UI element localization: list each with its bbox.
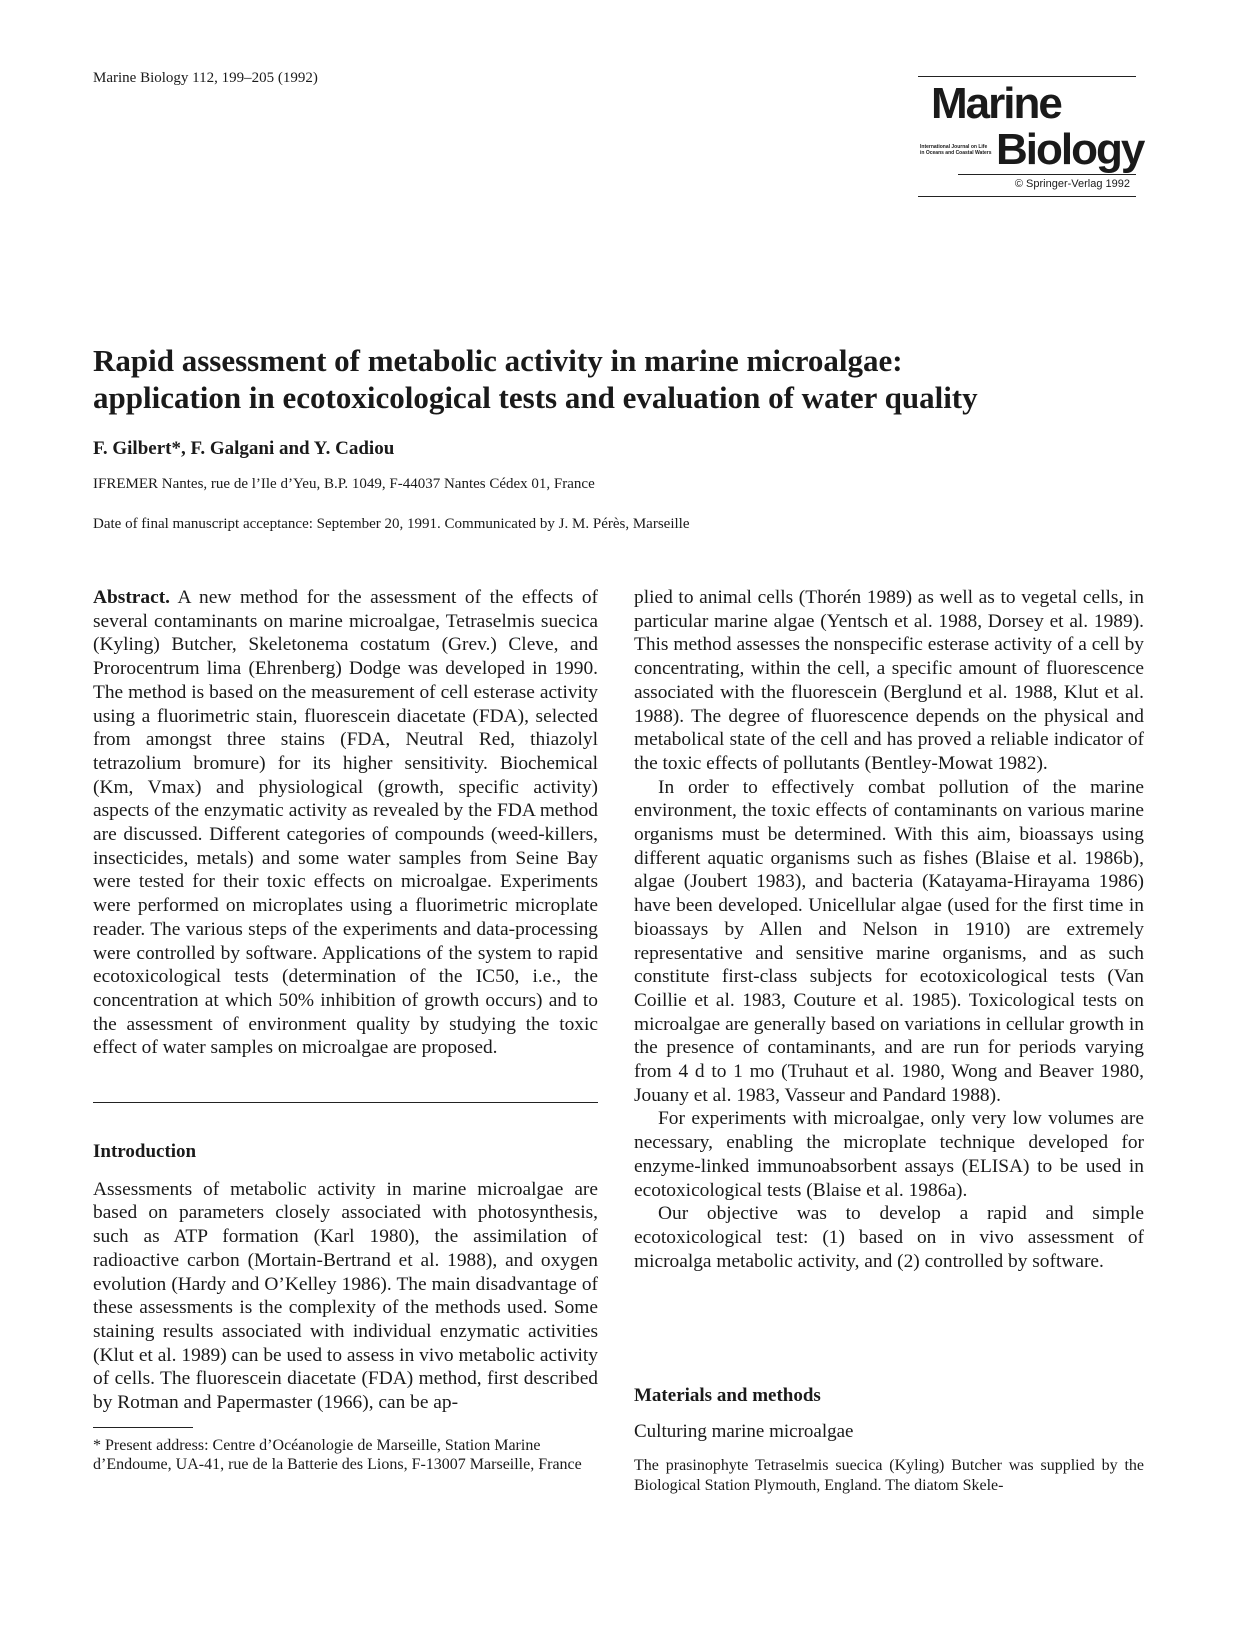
methods-subheading: Culturing marine microalgae [634,1420,854,1442]
logo-biology: Biology [996,125,1144,174]
introduction-section [93,1140,598,1415]
introduction-heading: Introduction [93,1141,197,1162]
intro-paragraph-4: Our objective was to develop a rapid and simple ecotoxicological test: (1) based on in vivo assessment of microalga metabolic activity, and (2) controlled by software. [634,1203,1144,1272]
logo-marine: Marine [931,79,1061,128]
affiliation: IFREMER Nantes, rue de l’Ile d’Yeu, B.P. 1049, F-44037 Nantes Cédex 01, France [93,476,595,492]
footnote: * Present address: Centre d’Océanologie de Marseille, Station Marine d’Endoume, UA-41, rue de la Batterie des Lions, F-13007 Marseille, France [93,1437,582,1473]
authors: F. Gilbert*, F. Galgani and Y. Cadiou [93,438,395,459]
logo-bottom-rule [918,196,1136,197]
title-line-1: Rapid assessment of metabolic activity in marine microalgae: [93,343,903,378]
methods-paragraph: The prasinophyte Tetraselmis suecica (Kyling) Butcher was supplied by the Biological Station Plymouth, England. The diatom Skele- [634,1457,1144,1494]
logo-copyright: © Springer-Verlag 1992 [1014,178,1130,190]
left-column [93,586,598,1060]
methods-section [634,1384,1144,1443]
article-title [93,342,1173,416]
journal-citation: Marine Biology 112, 199–205 (1992) [93,70,318,86]
logo-top-rule [918,76,1136,77]
abstract-label: Abstract. [93,587,171,608]
abstract-text: A new method for the assessment of the effects of several contaminants on marine microalgae, Tetraselmis suecica (Kyling) Butcher, Skeletonema costatum (Grev.) Cleve, and Prorocentrum lima (Ehrenberg) Dodge was developed in 1990. The method is based on the measurement of cell esterase activity using a fluorimetric stain, fluorescein diacetate (FDA), selected from amongst three stains (FDA, Neutral Red, thiazolyl tetrazolium bromure) for its higher sensitivity. Biochemical (Km, Vmax) and physiological (growth, specific activity) aspects of the enzymatic activity as revealed by the FDA method are discussed. Different categories of compounds (weed-killers, insecticides, metals) and some water samples from Seine Bay were tested for their toxic effects on microalgae. Experiments were performed on microplates using a fluorimetric microplate reader. The various steps of the experiments and data-processing were controlled by software. Applications of the system to rapid ecotoxicological tests (determination of the IC50, i.e., the concentration at which 50% inhibition of growth occurs) and to the assessment of environment quality by studying the toxic effect of water samples on microalgae are proposed. [93,587,598,1059]
abstract-divider [93,1102,598,1103]
intro-paragraph-2: In order to effectively combat pollution of the marine environment, the toxic effects of contaminants on various marine organisms must be determined. With this aim, bioassays using different aquatic organisms such as fishes (Blaise et al. 1986b), algae (Joubert 1983), and bacteria (Katayama-Hirayama 1986) have been developed. Unicellular algae (used for the first time in bioassays by Allen and Nelson in 1910) are extremely representative and sensitive marine organisms, and as such constitute first-class subjects for ecotoxicological tests (Van Coillie et al. 1983, Couture et al. 1985). Toxicological tests on microalgae are generally based on variations in cellular growth in the presence of contaminants, and are run for periods varying from 4 d to 1 mo (Truhaut et al. 1980, Wong and Beaver 1980, Jouany et al. 1983, Vasseur and Pandard 1988). [634,776,1144,1106]
intro-paragraph-3: For experiments with microalgae, only very low volumes are necessary, enabling the microplate technique developed for enzyme-linked immunoabsorbent assays (ELISA) to be used in ecotoxicological tests (Blaise et al. 1986a). [634,1108,1144,1201]
footnote-divider [93,1427,193,1428]
abstract [93,586,598,1060]
methods-heading: Materials and methods [634,1385,821,1406]
logo-tagline: International Journal on Life in Oceans and Coastal Waters [920,144,992,156]
manuscript-dates: Date of final manuscript acceptance: September 20, 1991. Communicated by J. M. Pérès, Marseille [93,516,690,532]
title-line-2: application in ecotoxicological tests and evaluation of water quality [93,380,978,415]
intro-paragraph-1-continued: plied to animal cells (Thorén 1989) as well as to vegetal cells, in particular marine algae (Yentsch et al. 1988, Dorsey et al. 1989). This method assesses the nonspecific esterase activity of a cell by concentrating, within the cell, a specific amount of fluorescence associated with the fluorescein (Berglund et al. 1988, Klut et al. 1988). The degree of fluorescence depends on the physical and metabolical state of the cell and has proved a reliable indicator of the toxic effects of pollutants (Bentley-Mowat 1982). [634,587,1144,774]
journal-logo [918,76,1144,200]
right-column [634,586,1144,1273]
logo-mid-rule [958,174,1136,175]
intro-paragraph-1: Assessments of metabolic activity in marine microalgae are based on parameters closely associated with photosynthesis, such as ATP formation (Karl 1980), the assimilation of radioactive carbon (Mortain-Bertrand et al. 1988), and oxygen evolution (Hardy and O’Kelley 1986). The main disadvantage of these assessments is the complexity of the methods used. Some staining results associated with individual enzymatic activities (Klut et al. 1989) can be used to assess in vivo metabolic activity of cells. The fluorescein diacetate (FDA) method, first described by Rotman and Papermaster (1966), can be ap- [93,1178,598,1414]
